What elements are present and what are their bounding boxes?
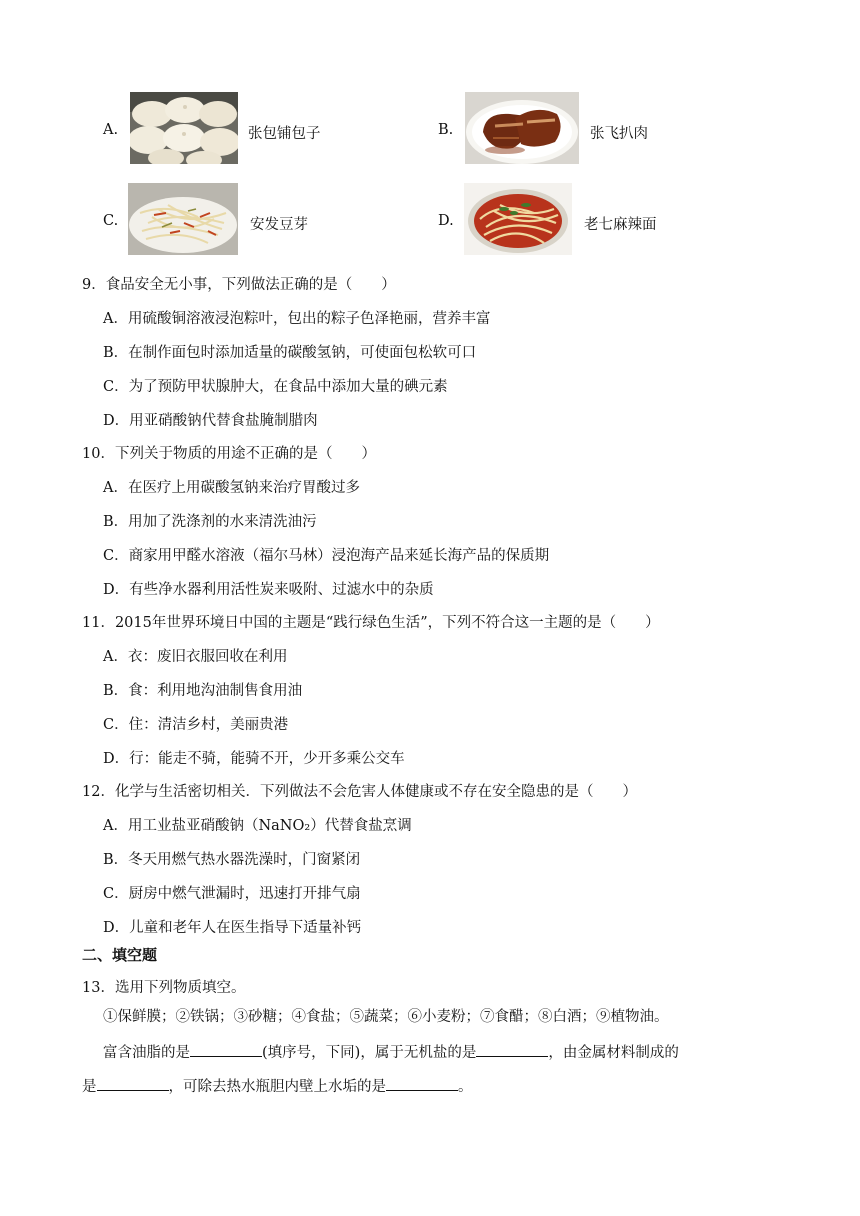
question-10-option-a: A．在医疗上用碳酸氢钠来治疗胃酸过多 [103,480,360,496]
question-12-option-c: C．厨房中燃气泄漏时，迅速打开排气扇 [103,886,361,902]
question-11-option-c: C．住：清洁乡村，美丽贵港 [103,717,289,733]
option-name: 老七麻辣面 [584,217,657,233]
question-9-option-a: A．用硫酸铜溶液浸泡粽叶，包出的粽子色泽艳丽，营养丰富 [103,311,491,327]
fill-text: ，由金属材料制成的 [548,1045,679,1061]
fill-text: 是 [82,1079,97,1095]
question-9-option-d: D．用亚硝酸钠代替食盐腌制腊肉 [103,413,318,429]
option-name: 安发豆芽 [250,217,308,233]
braised-pork-photo [465,92,579,164]
question-13-line-2 [82,1075,473,1096]
question-9-option-c: C．为了预防甲状腺肿大，在食品中添加大量的碘元素 [103,379,448,395]
option-name: 张飞扒肉 [590,126,648,142]
image-options-row-1 [0,92,860,168]
option-letter: D. [438,213,454,229]
fill-text: 富含油脂的是 [103,1045,190,1061]
question-9-option-b: B．在制作面包时添加适量的碳酸氢钠，可使面包松软可口 [103,345,477,361]
question-13-line-1 [103,1041,679,1062]
option-letter: A. [103,122,119,138]
question-10-option-c: C．商家用甲醛水溶液（福尔马林）浸泡海产品来延长海产品的保质期 [103,548,550,564]
answer-blank-2[interactable] [476,1044,548,1057]
question-12-option-d: D．儿童和老年人在医生指导下适量补钙 [103,920,362,936]
section-title: 二、填空题 [82,946,158,964]
question-13-substances: ①保鲜膜；②铁锅；③砂糖；④食盐；⑤蔬菜；⑥小麦粉；⑦食醋；⑧白酒；⑨植物油。 [103,1009,669,1025]
question-11-option-b: B．食：利用地沟油制售食用油 [103,683,303,699]
question-11-option-d: D．行：能走不骑，能骑不开，少开多乘公交车 [103,751,405,767]
steamed-buns-photo [130,92,238,164]
option-letter: B. [438,122,454,138]
fill-text: (填序号，下同)，属于无机盐的是 [262,1045,477,1061]
question-13-stem: 13．选用下列物质填空。 [82,980,246,996]
question-11-stem: 11．2015年世界环境日中国的主题是“践行绿色生活”，下列不符合这一主题的是（ ） [82,615,660,631]
question-9-stem: 9．食品安全无小事，下列做法正确的是（ ） [82,277,396,293]
option-letter: C. [103,213,119,229]
fill-text: 。 [458,1079,473,1095]
question-10-stem: 10．下列关于物质的用途不正确的是（ ） [82,446,376,462]
answer-blank-3[interactable] [97,1078,169,1091]
question-12-stem: 12．化学与生活密切相关．下列做法不会危害人体健康或不存在安全隐患的是（ ） [82,784,637,800]
image-options-row-2 [0,183,860,259]
question-12-option-a: A．用工业盐亚硝酸钠（NaNO₂）代替食盐烹调 [103,818,412,834]
option-name: 张包铺包子 [248,126,321,142]
question-12-option-b: B．冬天用燃气热水器洗澡时，门窗紧闭 [103,852,361,868]
spicy-noodles-photo [464,183,572,255]
question-10-option-b: B．用加了洗涤剂的水来清洗油污 [103,514,317,530]
answer-blank-4[interactable] [386,1078,458,1091]
question-11-option-a: A．衣：废旧衣服回收在利用 [103,649,288,665]
fill-text: ，可除去热水瓶胆内壁上水垢的是 [168,1079,386,1095]
bean-sprouts-photo [128,183,238,255]
answer-blank-1[interactable] [190,1044,262,1057]
question-10-option-d: D．有些净水器利用活性炭来吸附、过滤水中的杂质 [103,582,434,598]
